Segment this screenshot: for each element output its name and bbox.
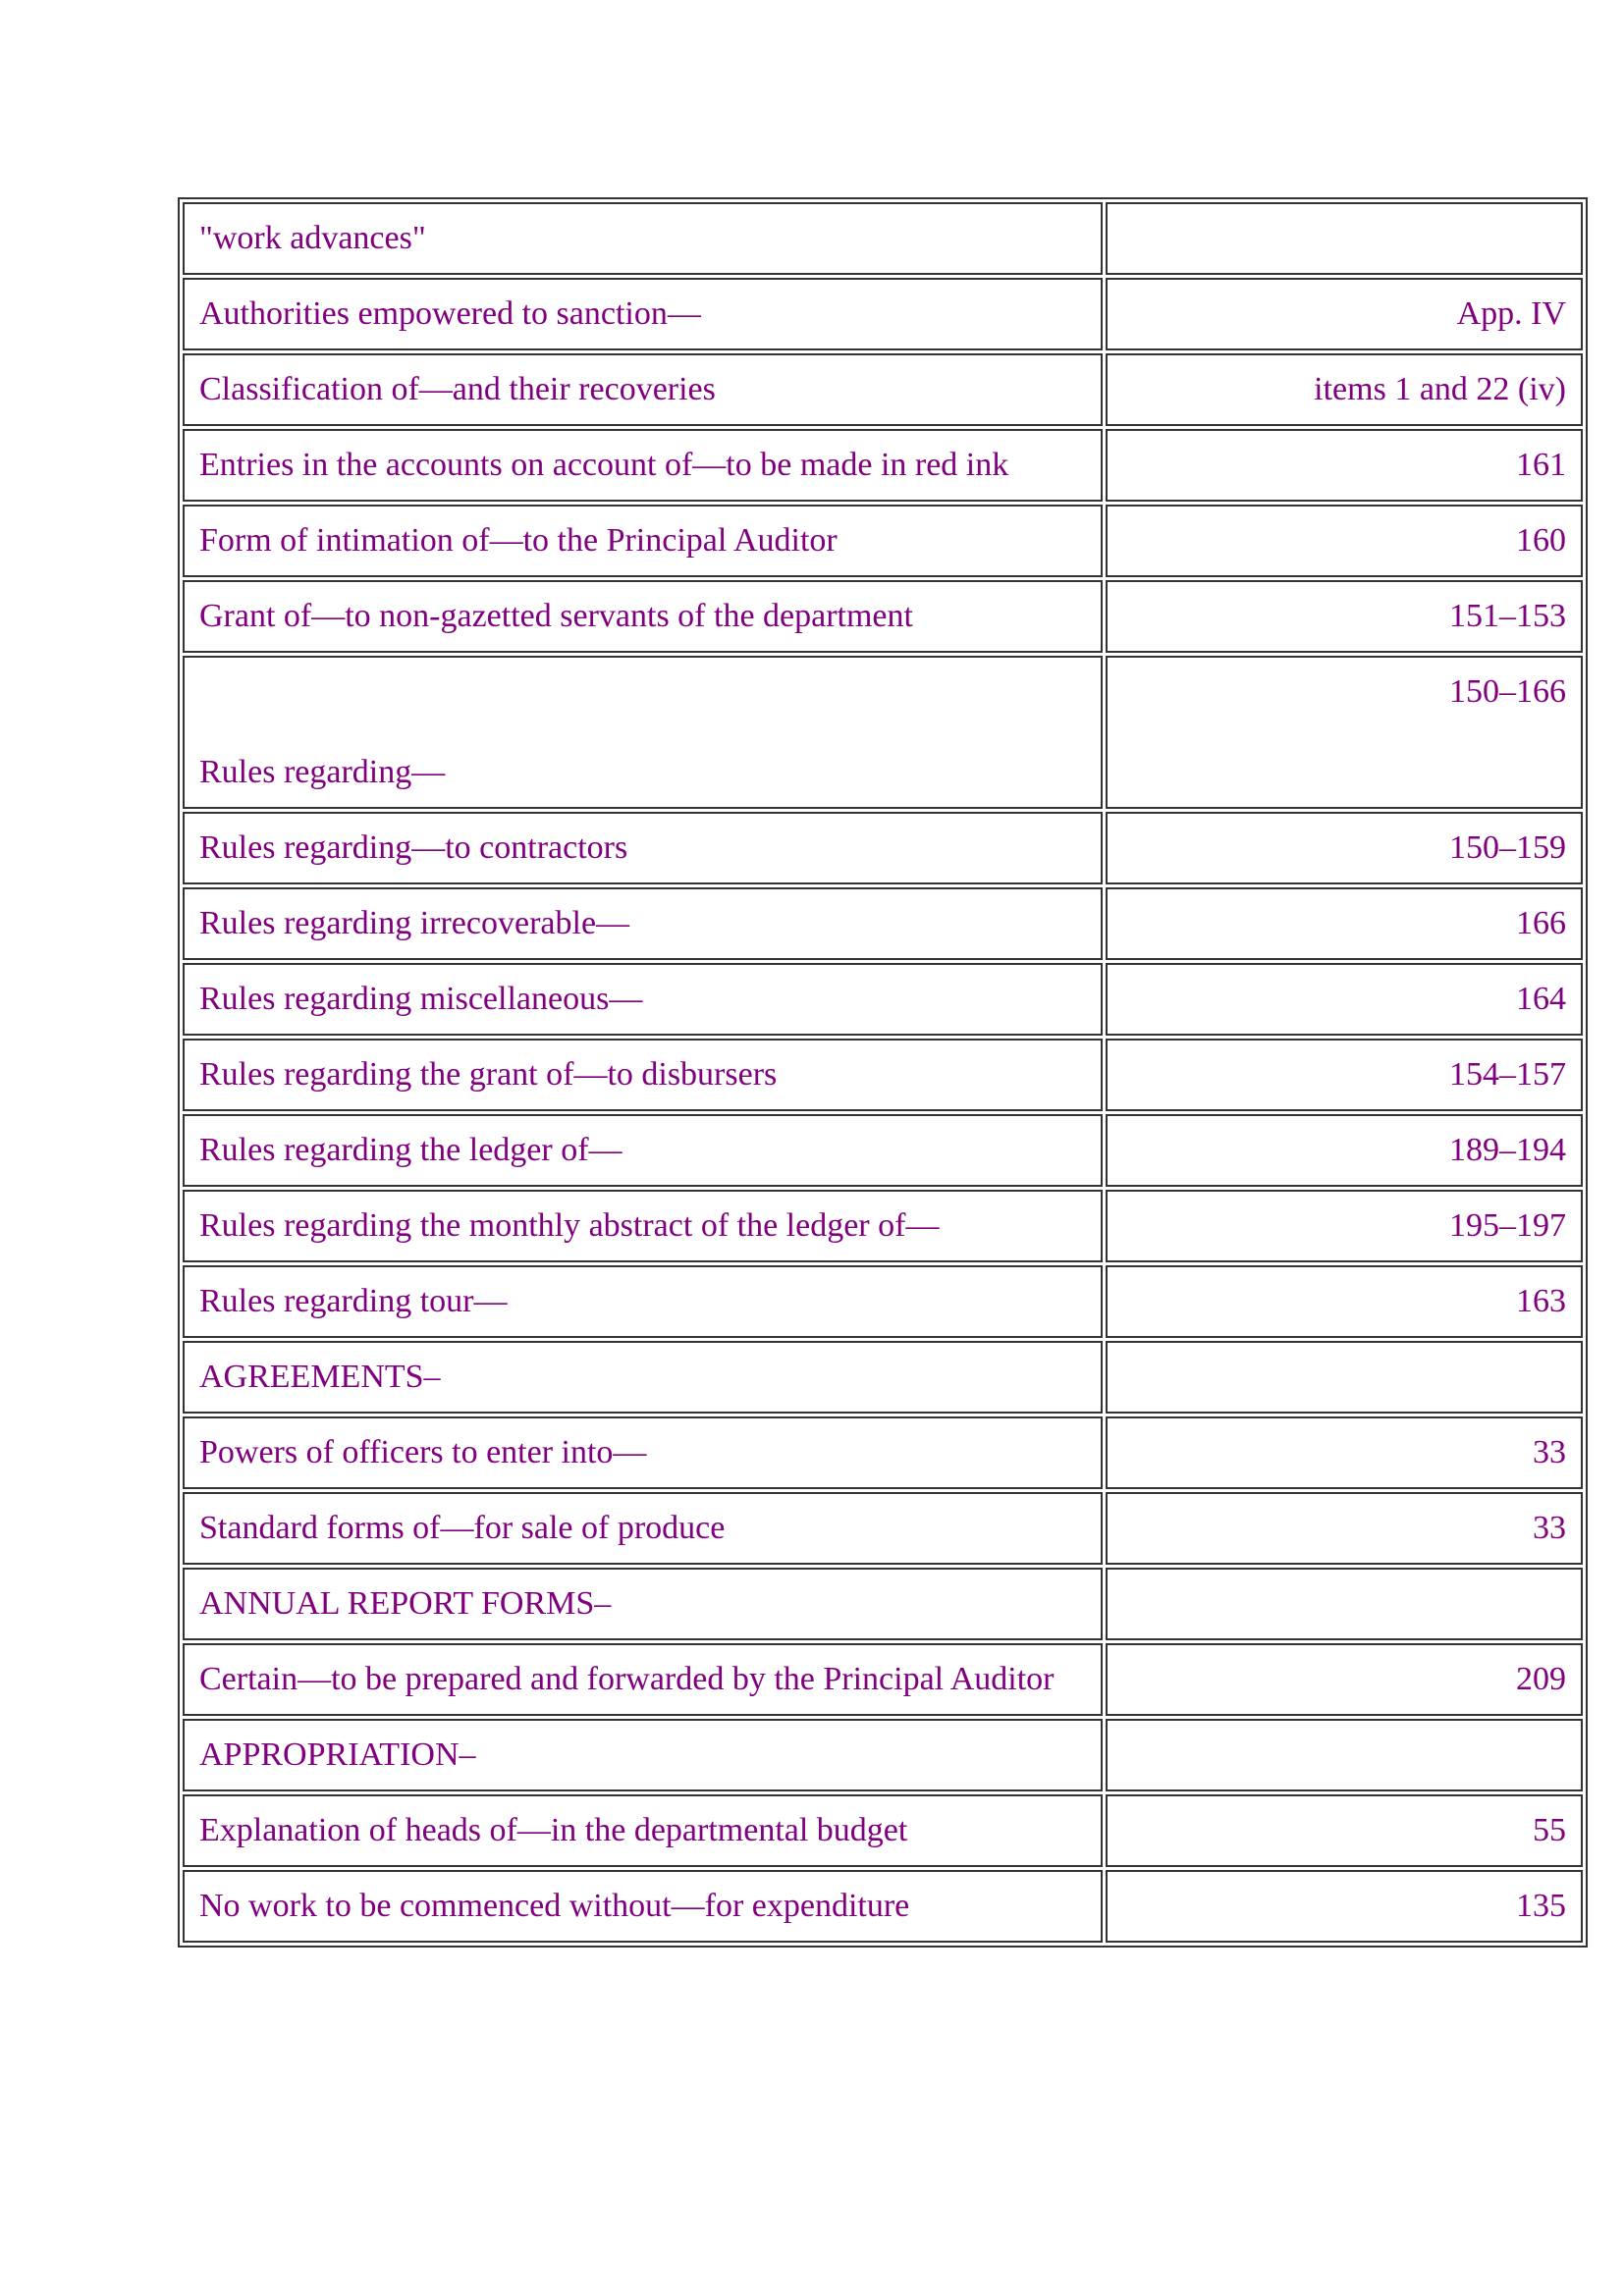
index-reference bbox=[1106, 1341, 1583, 1414]
index-reference bbox=[1106, 1719, 1583, 1791]
index-subject: Form of intimation of—to the Principal Auditor bbox=[183, 505, 1103, 577]
table-row bbox=[183, 1265, 1583, 1338]
table-row bbox=[183, 812, 1583, 884]
index-subject: Explanation of heads of—in the departmental budget bbox=[183, 1794, 1103, 1867]
index-reference bbox=[1106, 202, 1583, 275]
index-reference bbox=[1106, 1568, 1583, 1640]
index-reference: 150–166 bbox=[1106, 656, 1583, 809]
index-reference: 33 bbox=[1106, 1492, 1583, 1565]
table-row bbox=[183, 1416, 1583, 1489]
index-subject: Rules regarding the ledger of— bbox=[183, 1114, 1103, 1187]
index-subject: Entries in the accounts on account of—to be made in red ink bbox=[183, 429, 1103, 502]
index-subject: Powers of officers to enter into— bbox=[183, 1416, 1103, 1489]
index-reference: 161 bbox=[1106, 429, 1583, 502]
index-subject: Rules regarding the monthly abstract of the ledger of— bbox=[183, 1190, 1103, 1262]
table-row bbox=[183, 1492, 1583, 1565]
index-reference: 163 bbox=[1106, 1265, 1583, 1338]
index-reference: 151–153 bbox=[1106, 580, 1583, 653]
index-subject: Standard forms of—for sale of produce bbox=[183, 1492, 1103, 1565]
table-row bbox=[183, 1039, 1583, 1111]
table-row bbox=[183, 1341, 1583, 1414]
index-heading: AGREEMENTS– bbox=[183, 1341, 1103, 1414]
index-reference: 33 bbox=[1106, 1416, 1583, 1489]
table-row bbox=[183, 656, 1583, 809]
index-reference: 154–157 bbox=[1106, 1039, 1583, 1111]
table-row bbox=[183, 887, 1583, 960]
index-subject: Rules regarding— bbox=[183, 656, 1103, 809]
index-subject: Certain—to be prepared and forwarded by the Principal Auditor bbox=[183, 1643, 1103, 1716]
index-reference: 166 bbox=[1106, 887, 1583, 960]
index-subject: Rules regarding tour— bbox=[183, 1265, 1103, 1338]
table-row bbox=[183, 505, 1583, 577]
index-subject: Rules regarding—to contractors bbox=[183, 812, 1103, 884]
table-row bbox=[183, 1114, 1583, 1187]
table-row bbox=[183, 278, 1583, 350]
index-subject: Grant of—to non-gazetted servants of the department bbox=[183, 580, 1103, 653]
table-row bbox=[183, 353, 1583, 426]
index-reference: 55 bbox=[1106, 1794, 1583, 1867]
index-reference: 209 bbox=[1106, 1643, 1583, 1716]
index-heading: APPROPRIATION– bbox=[183, 1719, 1103, 1791]
index-reference: 164 bbox=[1106, 963, 1583, 1036]
index-reference: 135 bbox=[1106, 1870, 1583, 1943]
index-reference: 160 bbox=[1106, 505, 1583, 577]
table-row bbox=[183, 1870, 1583, 1943]
table-row bbox=[183, 1643, 1583, 1716]
index-subject: Classification of—and their recoveries bbox=[183, 353, 1103, 426]
index-subject: Rules regarding irrecoverable— bbox=[183, 887, 1103, 960]
index-reference: App. IV bbox=[1106, 278, 1583, 350]
index-subject: Rules regarding miscellaneous— bbox=[183, 963, 1103, 1036]
table-row bbox=[183, 1190, 1583, 1262]
index-subject: No work to be commenced without—for expenditure bbox=[183, 1870, 1103, 1943]
index-subject: Authorities empowered to sanction— bbox=[183, 278, 1103, 350]
index-reference: 150–159 bbox=[1106, 812, 1583, 884]
table-row bbox=[183, 202, 1583, 275]
index-reference: 195–197 bbox=[1106, 1190, 1583, 1262]
index-table bbox=[178, 197, 1588, 1948]
table-row bbox=[183, 429, 1583, 502]
table-row bbox=[183, 1794, 1583, 1867]
table-row bbox=[183, 1568, 1583, 1640]
index-subject: Rules regarding the grant of—to disbursers bbox=[183, 1039, 1103, 1111]
index-subject: "work advances" bbox=[183, 202, 1103, 275]
table-row bbox=[183, 580, 1583, 653]
index-heading: ANNUAL REPORT FORMS– bbox=[183, 1568, 1103, 1640]
table-row bbox=[183, 1719, 1583, 1791]
index-reference: 189–194 bbox=[1106, 1114, 1583, 1187]
table-row bbox=[183, 963, 1583, 1036]
index-reference: items 1 and 22 (iv) bbox=[1106, 353, 1583, 426]
